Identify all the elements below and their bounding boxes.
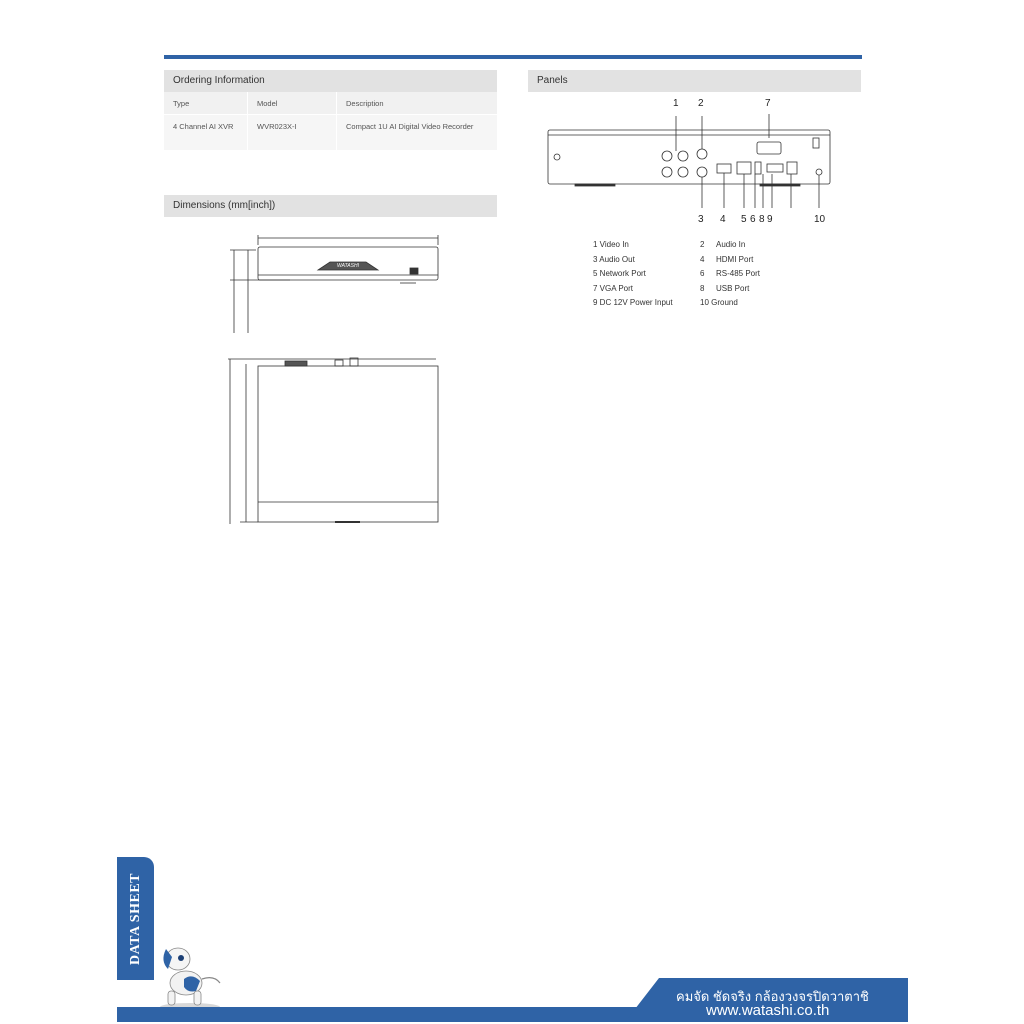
callout-1: 1 — [673, 98, 679, 109]
description-cell: Compact 1U AI Digital Video Recorder — [346, 122, 474, 131]
legend-number-8: 8 — [700, 284, 705, 293]
callout-4: 4 — [720, 214, 726, 225]
callout-6: 6 — [750, 214, 756, 225]
callout-3: 3 — [698, 214, 704, 225]
data-sheet-label: DATA SHEET — [127, 872, 143, 965]
legend-hdmi-port: HDMI Port — [716, 255, 754, 264]
data-sheet-tab — [117, 857, 154, 980]
panels-heading: Panels — [528, 70, 861, 92]
legend-network-port: 5 Network Port — [593, 269, 646, 278]
callout-2: 2 — [698, 98, 704, 109]
legend-audio-out: 3 Audio Out — [593, 255, 635, 264]
col-model-header: Model — [257, 99, 278, 108]
rear-panel-drawing — [545, 108, 835, 216]
legend-rs485-port: RS-485 Port — [716, 269, 761, 278]
callout-8: 8 — [759, 214, 765, 225]
col-type-header: Type — [173, 99, 190, 108]
top-rule — [164, 55, 862, 59]
legend-dc-power: 9 DC 12V Power Input — [593, 298, 673, 307]
panels-legend — [593, 240, 793, 312]
model-cell: WVR023X-I — [257, 122, 297, 131]
device-logo: WATASHI — [337, 263, 359, 269]
legend-number-2: 2 — [700, 240, 705, 249]
legend-usb-port: USB Port — [716, 284, 750, 293]
legend-vga-port: 7 VGA Port — [593, 284, 634, 293]
footer-slogan: คมจัด ชัดจริง กล้องวงจรปิดวาตาชิ — [676, 989, 869, 1004]
legend-ground: 10 Ground — [700, 298, 738, 307]
callout-9: 9 — [767, 214, 773, 225]
dimension-drawing — [220, 230, 450, 530]
legend-number-4: 4 — [700, 255, 705, 264]
footer-website: www.watashi.co.th — [706, 1002, 830, 1019]
callout-5: 5 — [741, 214, 747, 225]
callout-10: 10 — [814, 214, 826, 225]
ordering-heading: Ordering Information — [164, 70, 497, 92]
dimensions-heading: Dimensions (mm[inch]) — [164, 195, 497, 217]
robot-dog-mascot — [150, 935, 230, 1013]
legend-video-in: 1 Video In — [593, 240, 629, 249]
col-description-header: Description — [346, 99, 384, 108]
type-cell: 4 Channel AI XVR — [173, 122, 234, 131]
legend-audio-in: Audio In — [716, 240, 746, 249]
ordering-table — [164, 92, 497, 150]
callout-7: 7 — [765, 98, 771, 109]
legend-number-6: 6 — [700, 269, 705, 278]
